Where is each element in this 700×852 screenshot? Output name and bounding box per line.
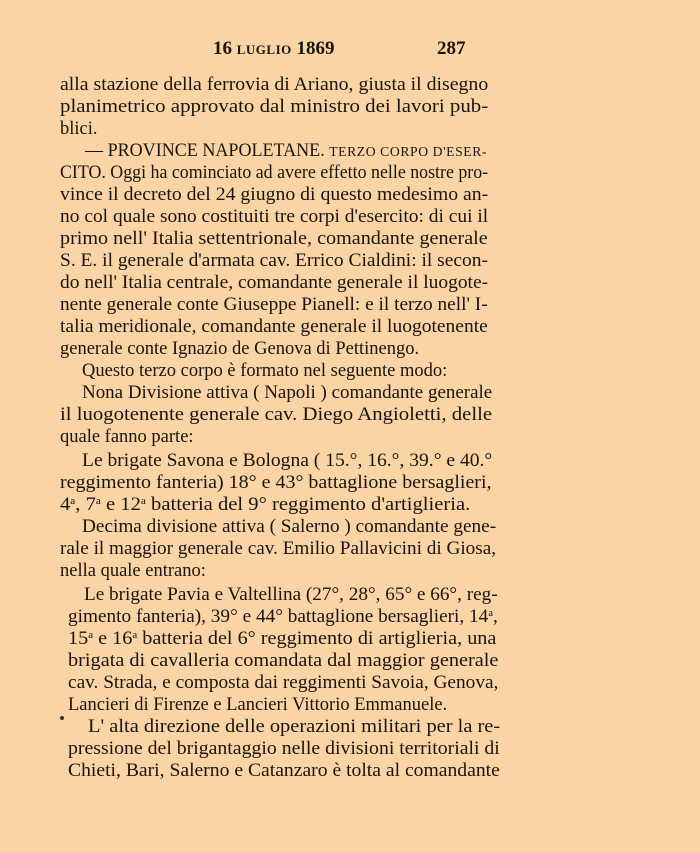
text-line: do nell' Italia centrale, comandante generale il luogote- — [60, 273, 489, 293]
text-line: talia meridionale, comandante generale il luogotenente — [60, 317, 488, 337]
text-line: Chieti, Bari, Salerno e Catanzaro è tolta al comandante — [68, 761, 500, 781]
text-line: L' alta direzione delle operazioni militari per la re- — [88, 717, 501, 737]
text-line: CITO. Oggi ha cominciato ad avere effetto nelle nostre pro- — [60, 163, 489, 183]
text-line: cav. Strada, e composta dai reggimenti Savoia, Genova, — [68, 673, 499, 693]
text-line: no col quale sono costituiti tre corpi d'esercito: di cui il — [60, 207, 489, 227]
text-line: Nona Divisione attiva ( Napoli ) comandante generale — [82, 383, 493, 403]
text-line: Decima divisione attiva ( Salerno ) comandante gene- — [82, 517, 497, 537]
text-line: nella quale entrano: — [60, 561, 206, 581]
text-line: Lancieri di Firenze e Lancieri Vittorio Emmanuele. — [68, 695, 448, 715]
text-line: quale fanno parte: — [60, 427, 194, 447]
text-line: alla stazione della ferrovia di Ariano, giusta il disegno — [60, 75, 489, 95]
text-line: il luogotenente generale cav. Diego Angioletti, delle — [60, 405, 493, 425]
text-line: pressione del brigantaggio nelle divisioni territoriali di — [68, 739, 500, 759]
section-heading-line — [85, 140, 487, 162]
text-line: 15$^a$ e 16$^a$ batteria del 6° reggimento di artiglieria, una — [68, 629, 497, 649]
section-subheading: TERZO CORPO D'ESER- — [329, 145, 488, 160]
text-line: S. E. il generale d'armata cav. Errico Cialdini: il secon- — [60, 251, 488, 271]
text-line: rale il maggior generale cav. Emilio Pallavicini di Giosa, — [60, 539, 497, 559]
text-line: gimento fanteria), 39° e 44° battaglione bersaglieri, 14$^a$, — [68, 607, 498, 627]
page-header — [0, 38, 700, 60]
text-line: 4$^a$, 7$^a$ e 12$^a$ batteria del 9° reggimento d'artiglieria. — [60, 495, 471, 515]
page-number: 287 — [437, 38, 466, 59]
text-line: Questo terzo corpo è formato nel seguente modo: — [82, 361, 448, 381]
text-line: nente generale conte Giuseppe Pianell: e il terzo nell' I- — [60, 295, 488, 315]
text-line: reggimento fanteria) 18° e 43° battaglione bersaglieri, — [60, 473, 492, 493]
text-line: Le brigate Pavia e Valtellina (27°, 28°, 65° e 66°, reg- — [84, 585, 498, 605]
text-line: generale conte Ignazio de Genova di Pettinengo. — [60, 339, 420, 359]
text-line: brigata di cavalleria comandata dal maggior generale — [68, 651, 499, 671]
text-line: primo nell' Italia settentrionale, comandante generale — [60, 229, 488, 249]
stray-mark — [60, 716, 64, 720]
text-line: Le brigate Savona e Bologna ( 15.°, 16.°, 39.° e 40.° — [82, 451, 493, 471]
text-line: blici. — [60, 119, 98, 139]
header-date: 16 LUGLIO 1869 — [213, 38, 335, 59]
section-heading: — PROVINCE NAPOLETANE. — [85, 141, 330, 161]
text-line: planimetrico approvato dal ministro dei lavori pub- — [60, 97, 489, 117]
text-line: vince il decreto del 24 giugno di questo medesimo an- — [60, 185, 489, 205]
